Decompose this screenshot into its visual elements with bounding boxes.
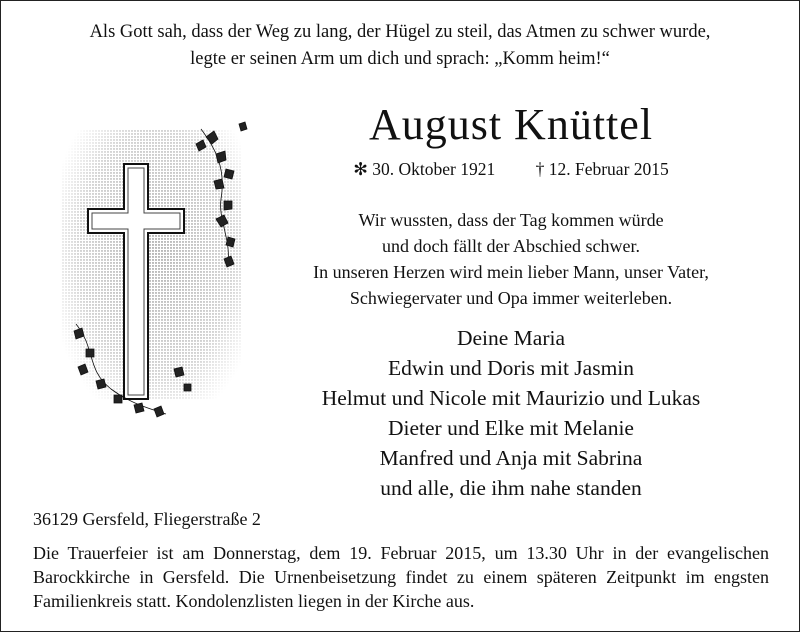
mourner-line: Dieter und Elke mit Melanie — [388, 416, 634, 440]
mourner-line: Edwin und Doris mit Jasmin — [387, 356, 635, 380]
deceased-name: August Knüttel — [368, 100, 654, 149]
life-dates — [301, 159, 721, 180]
opening-quote — [41, 19, 759, 73]
quote-line-1: Als Gott sah, dass der Weg zu lang, der Hügel zu steil, das Atmen zu schwer wurde, — [89, 22, 711, 42]
verse-line: Schwiegervater und Opa immer weiterleben. — [349, 288, 673, 308]
verse-line: und doch fällt der Abschied schwer. — [382, 236, 640, 256]
quote-line-2: legte er seinen Arm um dich und sprach: „Komm heim!“ — [190, 49, 610, 69]
family-address: 36129 Gersfeld, Fliegerstraße 2 — [33, 509, 261, 529]
cross-with-ivy-icon — [56, 109, 256, 429]
mourners-list — [261, 323, 761, 503]
birth-date: ✻ 30. Oktober 1921 — [353, 159, 496, 179]
mourner-line: Deine Maria — [456, 326, 566, 350]
verse-line: Wir wussten, dass der Tag kommen würde — [358, 210, 664, 230]
funeral-notice: Die Trauerfeier ist am Donnerstag, dem 19. Februar 2015, um 13.30 Uhr in der evangelischen Barockkirche in Gersfeld. Die Urnenbeisetzung findet zu einem späteren Zeitpunkt im engsten Familienkreis statt. Kondolenzlisten liegen in der Kirche aus. — [33, 543, 769, 611]
verse-line: In unseren Herzen wird mein lieber Mann, unser Vater, — [313, 262, 709, 282]
mourner-line: Manfred und Anja mit Sabrina — [379, 446, 643, 470]
memorial-verse — [271, 207, 751, 311]
mourner-line: und alle, die ihm nahe standen — [380, 476, 642, 500]
death-date: † 12. Februar 2015 — [535, 159, 669, 179]
mourner-line: Helmut und Nicole mit Maurizio und Lukas — [321, 386, 701, 410]
